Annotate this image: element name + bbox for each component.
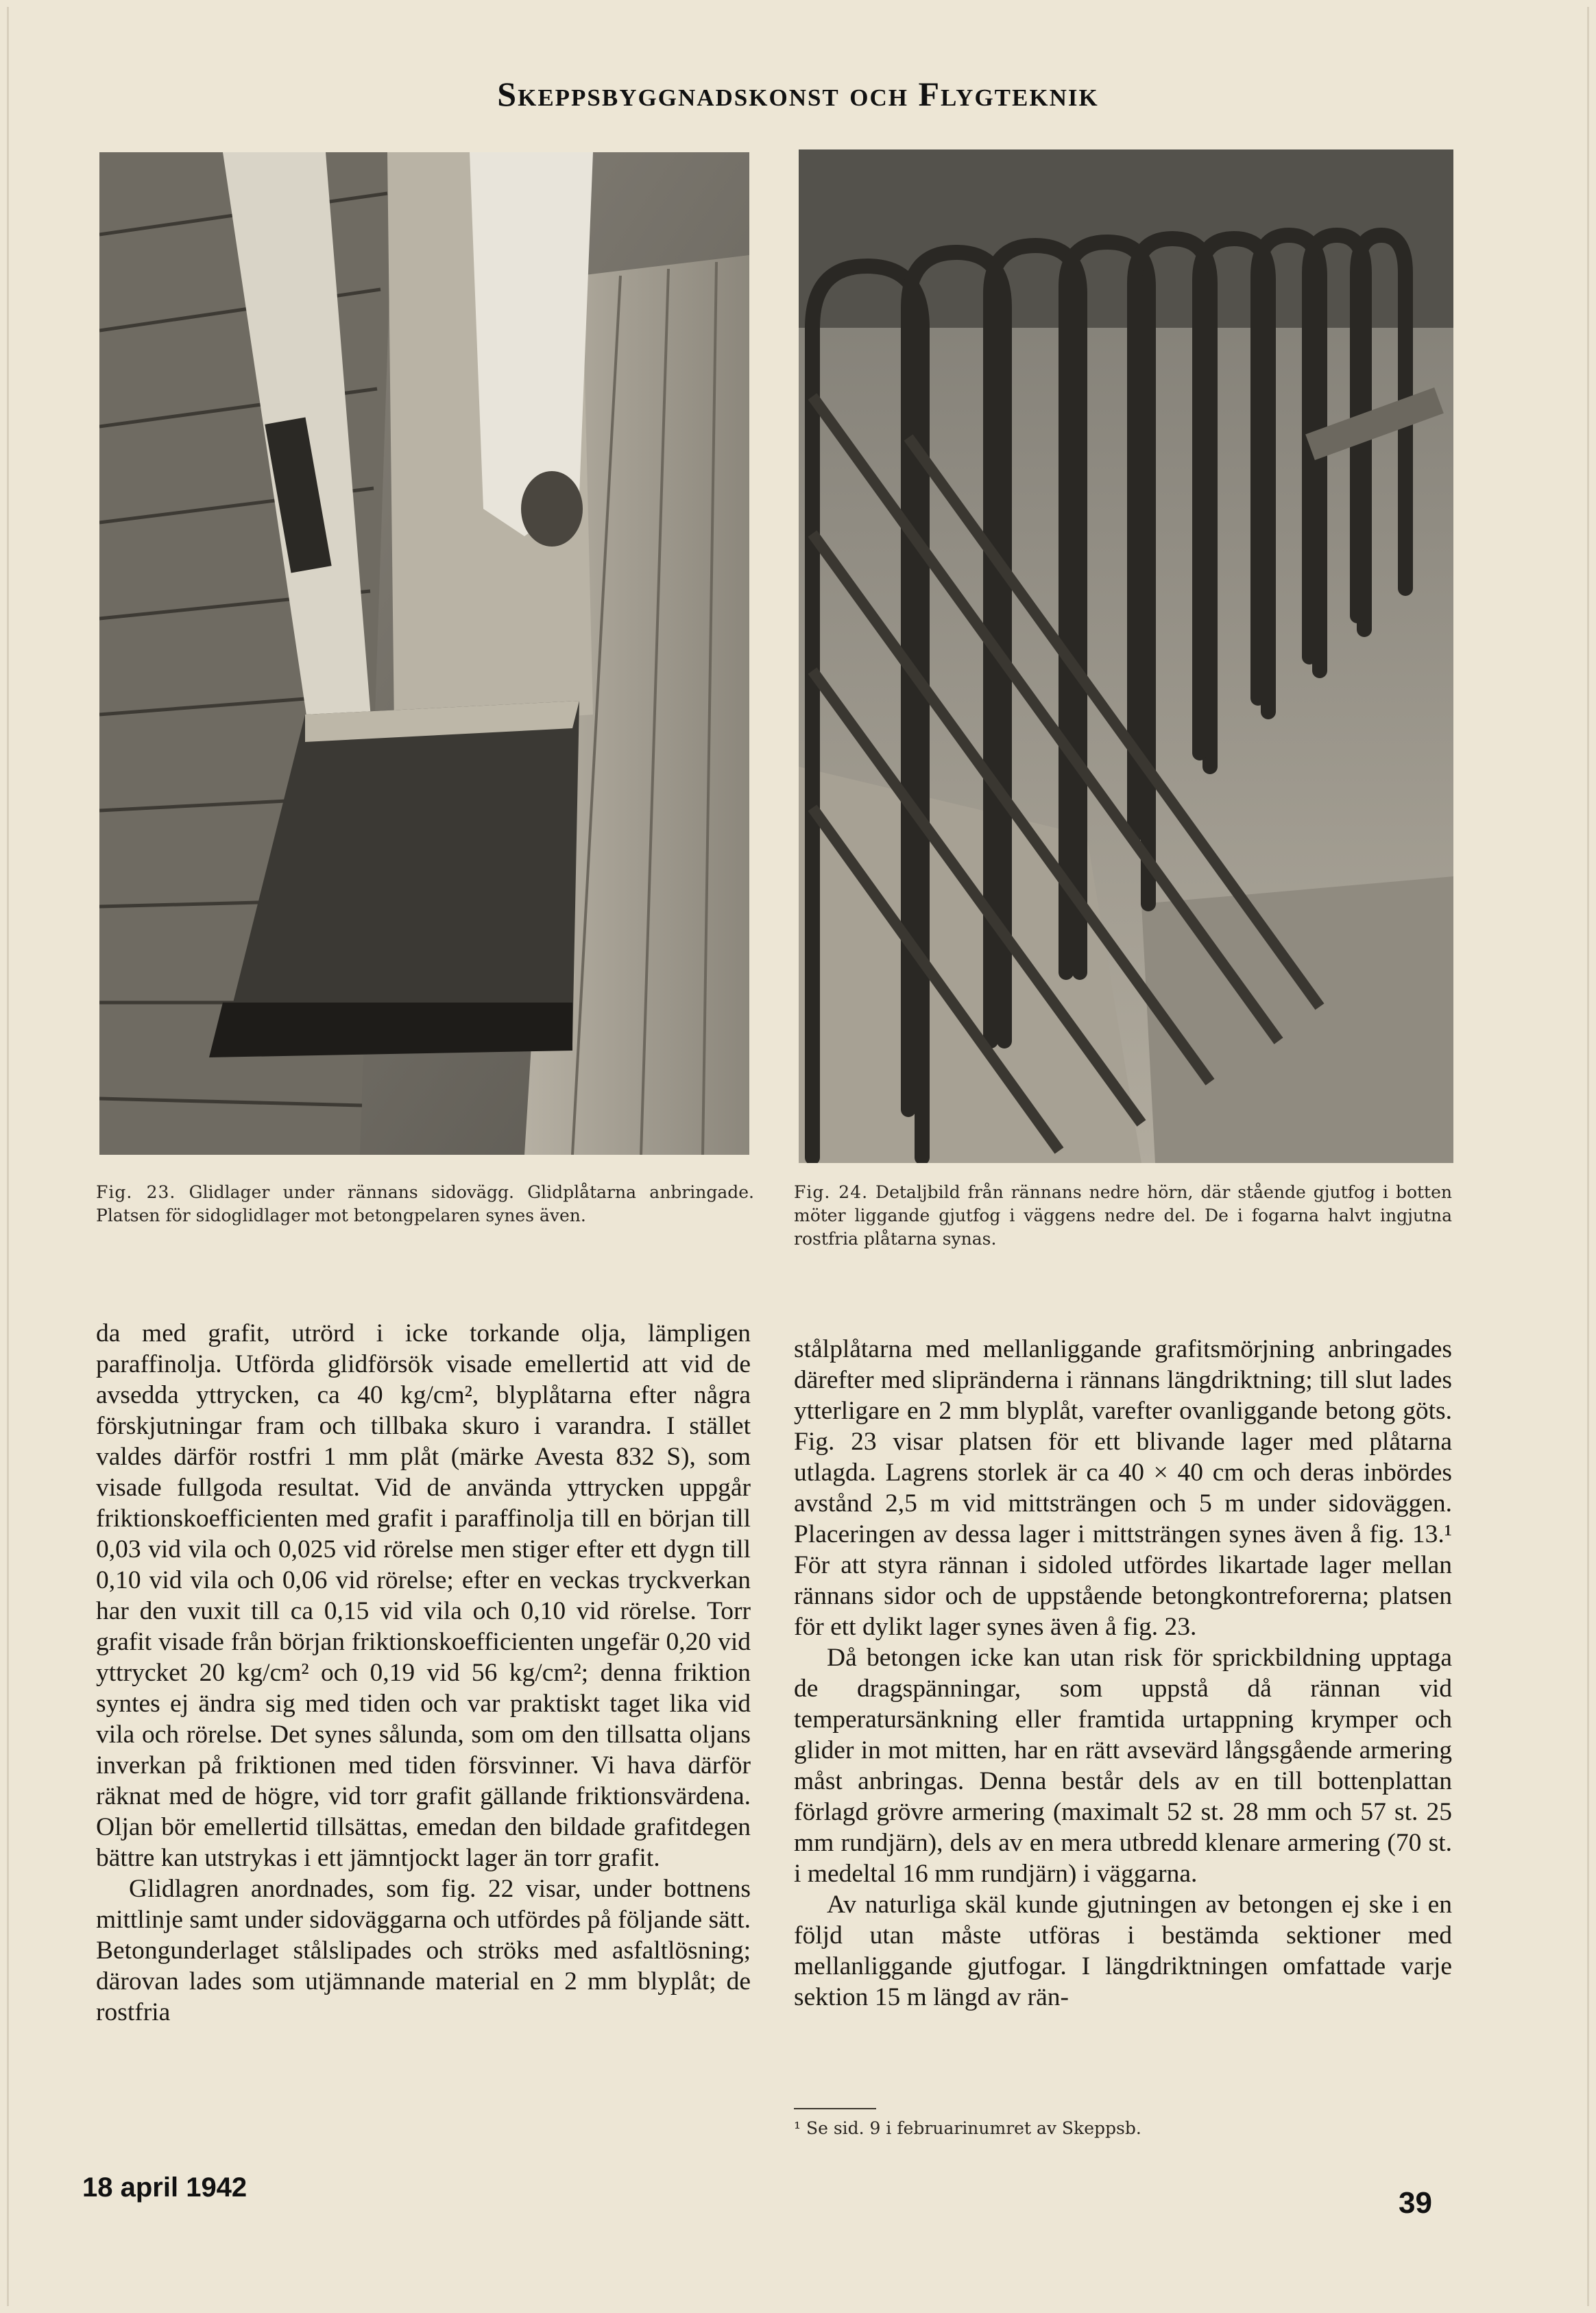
caption-text: Detaljbild från rännans nedre hörn, där stående gjutfog i botten möter liggande gjutfog i väggens nedre del. De i fogarna halvt ingjutna rostfria plåtarna synas. [794, 1182, 1452, 1249]
paragraph: stålplåtarna med mellanliggande grafitsmörjning anbringades därefter med slipränderna i rännans längdriktning; till slut lades ytterligare en 2 mm blyplåt, varefter ovanliggande betong göts. Fig. 23 visar platsen för ett blivande lager med plåtarna utlagda. Lagrens storlek är ca 40 × 40 cm och deras inbördes avstånd 2,5 m vid mittsträngen och 5 m under sidoväggen. Placeringen av dessa lager i mittsträngen synes även å fig. 13.¹ För att styra rännan i sidoled utfördes likartade lager mellan rännans sidor och de uppstående betongkontreforerna; platsen för ett dylikt lager synes även å fig. 23. [794, 1335, 1452, 1641]
footnote-divider [794, 2108, 876, 2109]
formwork-illustration [99, 152, 749, 1155]
caption-text: Glidlager under rännans sidovägg. Glidplåtarna anbringade. Platsen för sidoglidlager mot betongpelaren synes även. [96, 1182, 754, 1225]
paragraph: Glidlagren anordnades, som fig. 22 visar, under bottnens mittlinje samt under sidoväggarna och utfördes på följande sätt. Betongunderlaget stålslipades och ströks med asfaltlösning; därovan lades som utjämnande material en 2 mm blyplåt; de rostfria [96, 1875, 751, 2026]
page-number: 39 [1399, 2186, 1432, 2220]
paragraph: Av naturliga skäl kunde gjutningen av betongen ej ske i en följd utan måste utföras i bestämda sektioner med mellanliggande gjutfogar. I längdriktningen omfattade varje sektion 15 m längd av rän- [794, 1891, 1452, 2011]
paragraph: Då betongen icke kan utan risk för sprickbildning upptaga de dragspänningar, som uppstå då rännan vid temperatursänkning eller framtida urtappning krymper och glider in mot mitten, har en rätt avsevärd långsgående armering måst anbringas. Denna består dels av en till bottenplattan förlagd grövre armering (maximalt 52 st. 28 mm och 57 st. 25 mm rundjärn), dels av en mera utbredd klenare armering (70 st. i medeltal 16 mm rundjärn) i väggarna. [794, 1644, 1452, 1888]
figure-24-caption [794, 1181, 1452, 1251]
figure-23-photo [99, 152, 749, 1155]
figure-label: Fig. 23. [96, 1182, 176, 1202]
rebar-illustration [799, 149, 1453, 1163]
footnote: ¹ Se sid. 9 i februarinumret av Skeppsb. [794, 2118, 1141, 2138]
issue-date: 18 april 1942 [82, 2172, 247, 2203]
right-text-column [794, 1334, 1452, 2013]
left-text-column [96, 1318, 751, 2028]
paragraph: da med grafit, utrörd i icke torkande olja, lämpligen paraffinolja. Utförda glidförsök visade emellertid att vid de avsedda yttrycken, ca 40 kg/cm², blyplåtarna efter några förskjutningar fram och tillbaka skuro i varandra. I stället valdes därför rostfri 1 mm plåt (märke Avesta 832 S), som visade fullgoda resultat. Vid de använda yttrycken uppgår friktionskoefficienten med grafit i paraffinolja till en början till 0,03 vid vila och 0,025 vid rörelse men stiger efter ett dygn till 0,10 vid vila och 0,06 vid rörelse; efter en veckas tryckverkan har den vuxit till ca 0,15 vid vila och 0,10 vid rörelse. Torr grafit visade från början friktionskoefficienten ungefär 0,20 vid yttrycket 20 kg/cm² och 0,19 vid 56 kg/cm²; denna friktion syntes ej ändra sig med tiden och var praktiskt taget lika vid vila och rörelse. Det synes sålunda, som om den tillsatta oljans inverkan på friktionen med tiden försvinner. Vi hava därför räknat med de högre, vid torr grafit gällande friktionsvärdena. Oljan bör emellertid tillsättas, emedan den bildade grafitdegen bättre kan utstrykas i ett jämntjockt lager än torr grafit. [96, 1319, 751, 1872]
running-header: Skeppsbyggnadskonst och Flygteknik [497, 75, 1099, 113]
figure-23-caption [96, 1181, 754, 1227]
figure-label: Fig. 24. [794, 1182, 869, 1202]
figure-24-photo [799, 149, 1453, 1163]
